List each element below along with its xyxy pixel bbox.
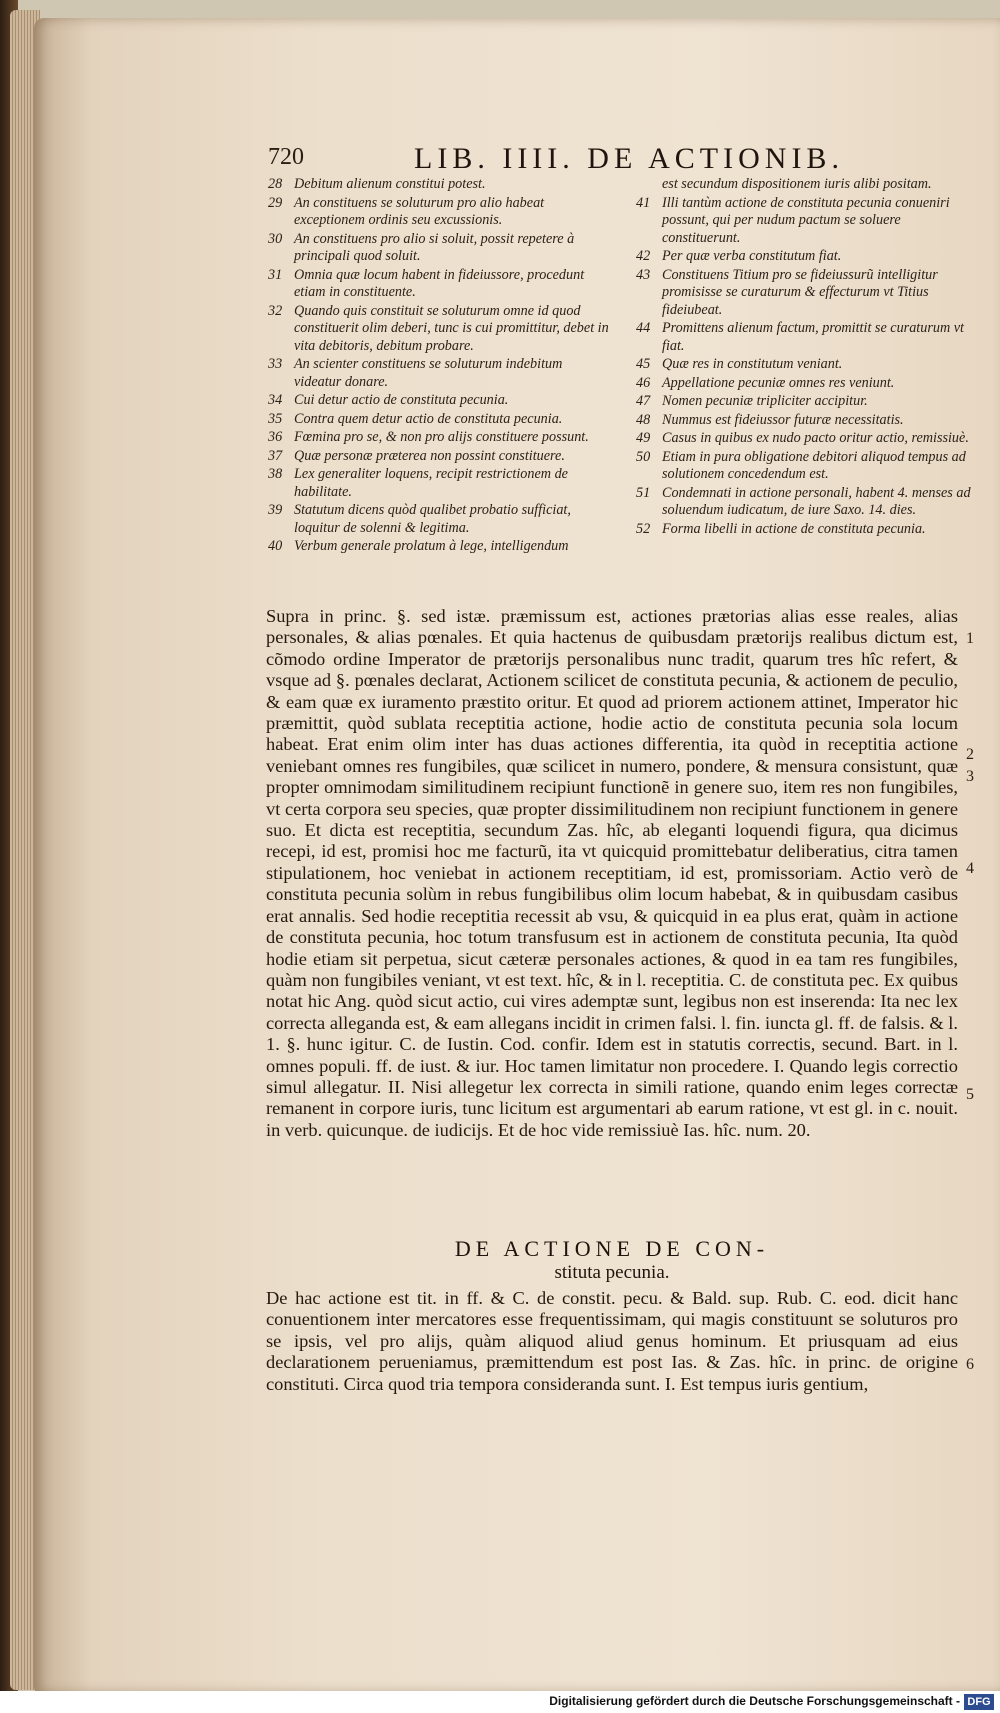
summary-text: Lex generaliter loquens, recipit restrictionem de habilitate.: [294, 466, 568, 500]
summary-column-left: [268, 176, 613, 557]
summary-text: Nummus est fideiussor futuræ necessitatis.: [662, 411, 904, 428]
summary-item: [636, 320, 981, 355]
summary-item: [268, 195, 613, 230]
summary-item: [268, 429, 613, 447]
main-paragraph: [266, 606, 958, 1141]
summary-text: Forma libelli in actione de constituta pecunia.: [662, 520, 926, 537]
digitization-footer: [0, 1691, 1000, 1713]
dfg-logo: DFG: [964, 1694, 994, 1710]
summary-number: 37: [268, 447, 283, 464]
margin-number: 5: [966, 1086, 974, 1103]
summary-item: [636, 449, 981, 484]
summary-item: [268, 538, 613, 556]
summary-number: [636, 176, 662, 194]
summary-text: Quæ res in constitutum veniant.: [662, 356, 843, 372]
summary-number: 33: [268, 356, 283, 372]
summary-number: 38: [268, 466, 283, 482]
summary-number: 31: [268, 266, 283, 283]
summary-item: [636, 485, 981, 520]
summary-text: Illi tantùm actione de constituta pecunia conueniri possunt, qui per nudum pactum se soluere constituerunt.: [662, 194, 950, 246]
summary-item: [636, 176, 981, 194]
summary-text: An constituens se soluturum pro alio habeat exceptionem ordinis seu excussionis.: [294, 194, 545, 228]
running-head: [268, 144, 870, 180]
summary-item: [268, 411, 613, 429]
summary-number: 49: [636, 430, 651, 446]
summary-number: 41: [636, 194, 651, 211]
paragraph-text: Supra in princ. §. sed istæ. præmissum est, actiones prætorias alias esse reales, alias personales, & alias pœnales. Et quia hactenus de quibusdam prætorijs realibus dictum est, cõmodo ordine Imperator de prætorijs personalibus nunc tradit, quarum tres hîc refert, & vsque ad §. pœnales declarat, Actionem scilicet de constituta pecunia, & actionem de peculio, & eam quæ ex iuramento præstito oritur. Et quod ad priorem actionem attinet, Imperator hic præmittit, quòd sublata receptitia actione, hodie actio de constituta pecunia sola locum habeat. Erat enim olim inter has duas actiones differentia, ita quòd in receptitia actione veniebant omnes res fungibiles, quæ scilicet in numero, pondere, & mensura consistunt, quæ propter omnimodam similitudinem recipiunt functionẽ in genere suo, item res non fungibiles, vt certa corpora seu species, quæ propter dissimilitudinem non recipiunt functionem in genere suo. Et dicta est receptitia, secundum Zas. hîc, ab eleganti loquendi figura, qua dicimus recepi, id est, promisi hoc me facturũ, ita vt quicquid promittebatur deliberatius, citra tamen stipulationem, hoc veniebat in actionem receptitiam, id est, promissoriam. Actio verò de constituta pecunia solùm in rebus fungibilibus olim locum habebat, & in quibusdam casibus erat annalis. Sed hodie receptitia recessit ab vsu, & quicquid in ea plus erat, quàm in actione de constituta pecunia, hoc totum transfusum est in actionem de constituta pecunia, Ita quòd hodie etiam sit perpetua, sicut cæteræ personales actiones, & quod in ea tam res fungibiles, quàm non fungibiles veniant, vt est text. hîc, & in l. receptitia. C. de constituta pec. Ex quibus notat hic Ang. quòd sicut actio, cui vires ademptæ sunt, legibus non est inserenda: Ita nec lex correcta alleganda est, & eam allegans incidit in crimen falsi. l. fin. iuncta gl. ff. de falsis. & l. 1. §. hunc igitur. C. de Iustin. Cod. confir. Idem est in statutis correctis, secund. Bart. in l. omnes populi. ff. de iust. & iur. Hoc tamen limitatur non procedere. I. Quando legis correctio simul allegatur. II. Nisi allegetur lex correcta in simili ratione, quando enim leges correctæ remanent in corpore iuris, tunc licitum est argumentari ab earum ratione, vt est gl. in c. nouit. in verb. quicunque. de iudicijs. Et de hoc vide remissiuè Ias. hîc. num. 20.: [266, 606, 958, 1140]
margin-number: 1: [966, 630, 974, 647]
section-heading-line2: stituta pecunia.: [554, 1262, 670, 1283]
summary-number: 42: [636, 248, 651, 264]
summary-text: Fœmina pro se, & non pro alijs constituere possunt.: [294, 429, 589, 445]
summary-item: [636, 356, 981, 374]
summary-item: [636, 375, 981, 393]
section-heading: [266, 1236, 958, 1284]
summary-text: Cui detur actio de constituta pecunia.: [294, 392, 509, 408]
summary-text: Verbum generale prolatum à lege, intelligendum: [294, 538, 569, 554]
summary-number: 48: [636, 411, 651, 428]
running-title: LIB. IIII. DE ACTIONIB.: [414, 142, 844, 175]
summary-text: Omnia quæ locum habent in fideiussore, procedunt etiam in constituente.: [294, 266, 585, 300]
summary-item: [268, 231, 613, 266]
summary-item: [636, 393, 981, 411]
margin-number: 3: [966, 768, 974, 785]
summary-text: est secundum dispositionem iuris alibi positam.: [662, 176, 932, 192]
summary-number: 34: [268, 392, 283, 408]
summary-number: 47: [636, 393, 651, 409]
summary-text: An scienter constituens se soluturum indebitum videatur donare.: [294, 356, 563, 390]
summary-number: 45: [636, 356, 651, 372]
summary-item: [268, 303, 613, 356]
summary-number: 35: [268, 410, 283, 427]
summary-number: 46: [636, 374, 651, 391]
summary-item: [636, 195, 981, 248]
summary-text: Debitum alienum constitui potest.: [294, 176, 486, 192]
summary-number: 28: [268, 176, 283, 192]
summary-text: Quando quis constituit se soluturum omne id quod constituerit olim deberi, tunc is cui promittitur, debet in vita debitoris, debitum probare.: [294, 302, 609, 354]
margin-number: 4: [966, 860, 974, 877]
summary-text: Per quæ verba constitutum fiat.: [662, 248, 842, 264]
summary-number: 30: [268, 230, 283, 247]
summary-number: 43: [636, 266, 651, 283]
summary-item: [268, 448, 613, 466]
summary-number: 36: [268, 429, 283, 445]
summary-text: Condemnati in actione personali, habent 4. menses ad soluendum iudicatum, de iure Saxo. 14. dies.: [662, 484, 971, 518]
summary-item: [268, 466, 613, 501]
paragraph-text: De hac actione est tit. in ff. & C. de constit. pecu. & Bald. sup. Rub. C. eod. dicit hanc conuentionem inter mercatores esse frequentissimam, qui magis constituunt se soluturos pro se ipsis, vel pro alijs, quàm aliquod aliud genus hominum. Et priusquam ad eius declarationem perueniamus, præmittendum est post Ias. & Zas. hîc. in princ. de origine constituti. Circa quod tria tempora consideranda sunt. I. Est tempus iuris gentium,: [266, 1288, 958, 1394]
summary-number: 51: [636, 484, 651, 501]
summary-number: 52: [636, 520, 651, 537]
summary-item: [636, 430, 981, 448]
summary-text: Nomen pecuniæ tripliciter accipitur.: [662, 393, 868, 409]
second-paragraph: [266, 1288, 958, 1395]
summary-item: [636, 412, 981, 430]
summary-text: Etiam in pura obligatione debitori aliquod tempus ad solutionem concedendum est.: [662, 448, 966, 482]
summary-item: [636, 521, 981, 539]
summary-item: [268, 267, 613, 302]
summary-number: 40: [268, 538, 283, 554]
summary-item: [636, 267, 981, 320]
summary-text: An constituens pro alio si soluit, possit repetere à principali quod soluit.: [294, 230, 575, 264]
summary-number: 44: [636, 320, 651, 336]
margin-number: 6: [966, 1356, 974, 1373]
summary-item: [268, 176, 613, 194]
summary-text: Contra quem detur actio de constituta pecunia.: [294, 410, 563, 427]
summary-item: [268, 356, 613, 391]
summary-text: Appellatione pecuniæ omnes res veniunt.: [662, 374, 895, 391]
summary-number: 32: [268, 302, 283, 319]
summary-text: Casus in quibus ex nudo pacto oritur actio, remissiuè.: [662, 430, 969, 446]
summary-item: [268, 392, 613, 410]
summary-text: Quæ personæ præterea non possint constituere.: [294, 447, 565, 464]
margin-number: 2: [966, 746, 974, 763]
summary-item: [268, 502, 613, 537]
footer-credit: Digitalisierung gefördert durch die Deutsche Forschungsgemeinschaft -: [549, 1694, 960, 1708]
summary-number: 39: [268, 502, 283, 518]
summary-number: 50: [636, 448, 651, 465]
summary-number: 29: [268, 194, 283, 211]
page-number: 720: [268, 144, 304, 170]
summary-column-right: [636, 176, 981, 539]
section-heading-line1: DE ACTIONE DE CON-: [454, 1236, 770, 1261]
summary-text: Statutum dicens quòd qualibet probatio sufficiat, loquitur de solenni & legitima.: [294, 502, 571, 536]
summary-text: Promittens alienum factum, promittit se curaturum vt fiat.: [662, 320, 964, 354]
summary-item: [636, 248, 981, 266]
summary-text: Constituens Titium pro se fideiussurũ intelligitur promisisse se curaturum & effecturum vt Titius fideiubeat.: [662, 266, 938, 318]
